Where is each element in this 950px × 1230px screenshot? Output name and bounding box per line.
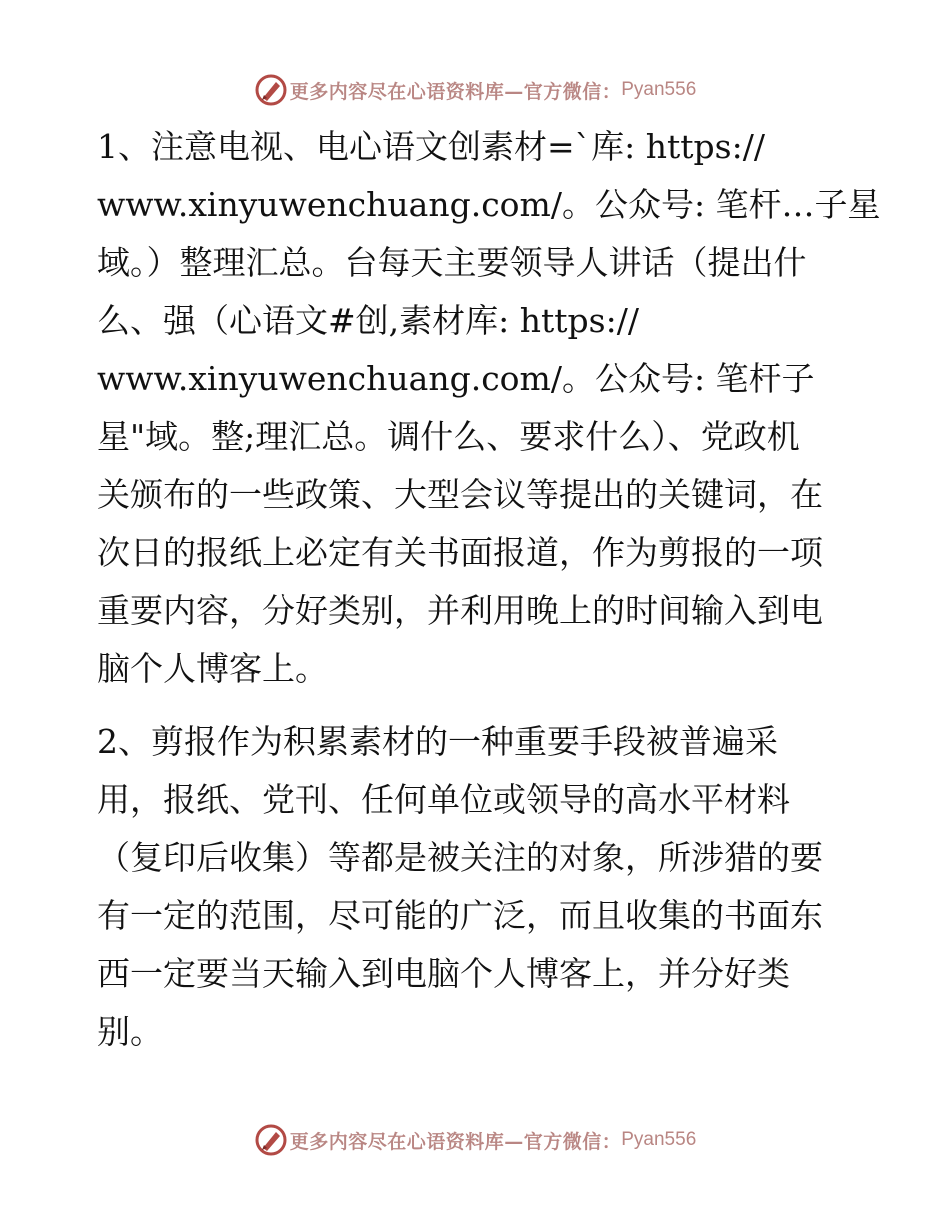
watermark-text: 更多内容尽在心语资料库—官方微信： <box>289 1130 622 1153</box>
text-line: 次日的报纸上必定有关书面报道，作为剪报的一项 <box>97 533 823 572</box>
paragraph-1 <box>97 118 881 698</box>
text-line: （复印后收集）等都是被关注的对象，所涉猎的要 <box>97 838 823 877</box>
text-line: 用，报纸、党刊、任何单位或领导的高水平材料 <box>97 780 790 819</box>
text-line: 星"域。整;理汇总。调什么、要求什么）、党政机 <box>97 417 800 456</box>
paragraph-2 <box>97 713 857 1061</box>
text-line: www.xinyuwenchuang.com/。公众号: 笔杆子 <box>97 359 815 398</box>
text-line: 有一定的范围，尽可能的广泛，而且收集的书面东 <box>97 896 823 935</box>
pen-logo-icon <box>254 1123 288 1157</box>
watermark-text: 更多内容尽在心语资料库—官方微信： <box>289 80 622 103</box>
text-line: 别。 <box>97 1012 163 1051</box>
text-line: 西一定要当天输入到电脑个人博客上，并分好类 <box>97 954 790 993</box>
text-line: 脑个人博客上。 <box>97 649 328 688</box>
text-line: 重要内容，分好类别，并利用晚上的时间输入到电 <box>97 591 823 630</box>
text-line: 关颁布的一些政策、大型会议等提出的关键词，在 <box>97 475 823 514</box>
header-watermark <box>0 70 950 110</box>
text-line: 2、剪报作为积累素材的一种重要手段被普遍采 <box>97 722 778 761</box>
watermark-wechat-id: Pyan556 <box>621 79 697 100</box>
text-line: 么、强（心语文#创,素材库: https:// <box>97 301 639 340</box>
document-body <box>97 118 881 1061</box>
pen-logo-icon <box>254 73 288 107</box>
text-line: 域。）整理汇总。台每天主要领导人讲话（提出什 <box>97 243 807 282</box>
text-line: 1、注意电视、电心语文创素材=`库: https:// <box>97 127 765 166</box>
text-line: www.xinyuwenchuang.com/。公众号: 笔杆…子星 <box>97 185 881 224</box>
footer-watermark <box>0 1120 950 1160</box>
watermark-wechat-id: Pyan556 <box>621 1129 697 1150</box>
